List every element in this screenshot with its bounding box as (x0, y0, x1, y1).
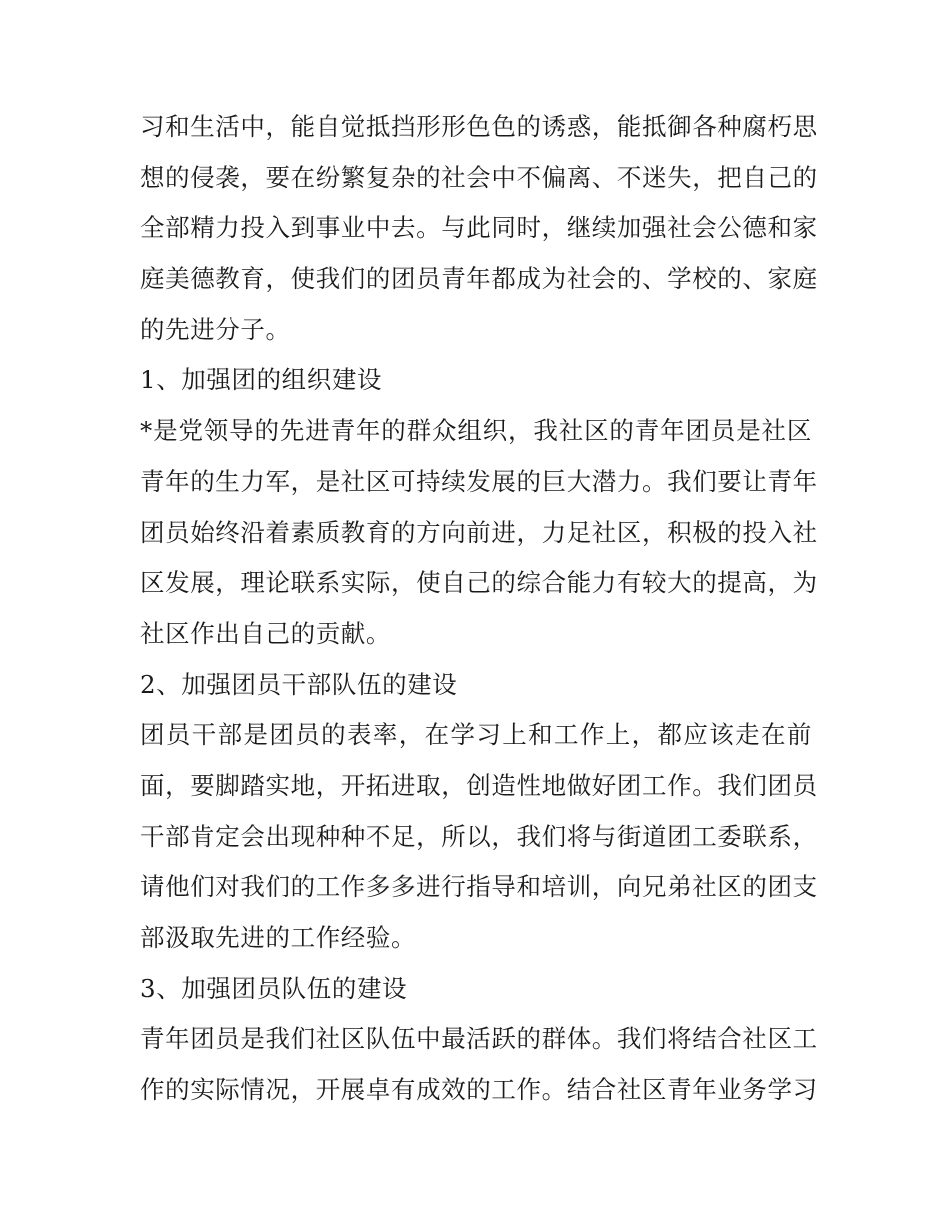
text-line: 部汲取先进的工作经验。 (140, 923, 417, 952)
text-line: 团员始终沿着素质教育的方向前进，力足社区，积极的投入社 (140, 517, 818, 547)
document-body (140, 102, 818, 1116)
text-line: 社区作出自己的贡献。 (140, 618, 391, 648)
section-heading-1 (140, 355, 812, 406)
heading-text: 3、加强团员队伍的建设 (140, 973, 408, 1003)
text-line: 干部肯定会出现种种不足，所以，我们将与街道团工委联系， (140, 821, 818, 851)
text-line: 的先进分子。 (140, 314, 291, 344)
text-line: 青年团员是我们社区队伍中最活跃的群体。我们将结合社区工 (140, 1024, 818, 1054)
paragraph-section-2 (140, 710, 818, 963)
text-line: 团员干部是团员的表率，在学习上和工作上，都应该走在前 (140, 720, 812, 750)
heading-text: 1、加强团的组织建设 (140, 365, 383, 395)
text-line: *是党领导的先进青年的群众组织，我社区的青年团员是社区 (140, 416, 812, 446)
text-line: 面，要脚踏实地，开拓进取，创造性地做好团工作。我们团员 (140, 770, 818, 800)
text-line: 区发展，理论联系实际，使自己的综合能力有较大的提高，为 (140, 568, 818, 598)
paragraph-section-3 (140, 1014, 818, 1115)
text-line: 作的实际情况，开展卓有成效的工作。结合社区青年业务学习 (140, 1075, 818, 1105)
heading-text: 2、加强团员干部队伍的建设 (140, 669, 458, 699)
section-heading-2 (140, 660, 812, 711)
text-line: 请他们对我们的工作多多进行指导和培训，向兄弟社区的团支 (140, 872, 818, 902)
text-line: 想的侵袭，要在纷繁复杂的社会中不偏离、不迷失，把自己的 (140, 162, 818, 192)
text-line: 青年的生力军，是社区可持续发展的巨大潜力。我们要让青年 (140, 466, 818, 496)
section-heading-3 (140, 964, 812, 1015)
text-line: 庭美德教育，使我们的团员青年都成为社会的、学校的、家庭 (140, 264, 818, 294)
paragraph-section-1 (140, 406, 818, 659)
paragraph-continuation (140, 102, 818, 355)
text-line: 全部精力投入到事业中去。与此同时，继续加强社会公德和家 (140, 213, 818, 243)
text-line: 习和生活中，能自觉抵挡形形色色的诱惑，能抵御各种腐朽思 (140, 112, 818, 141)
